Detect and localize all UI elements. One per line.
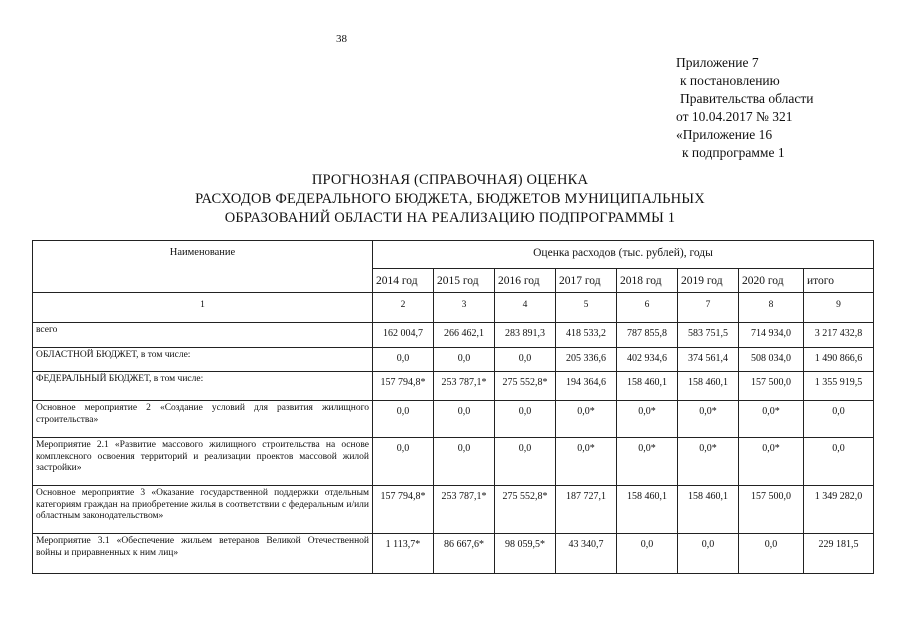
column-number: 7 — [678, 293, 739, 323]
title-line: РАСХОДОВ ФЕДЕРАЛЬНОГО БЮДЖЕТА, БЮДЖЕТОВ МУНИЦИПАЛЬНЫХ — [195, 191, 705, 207]
appendix-line: к постановлению — [680, 73, 780, 88]
row-value: 0,0 — [495, 348, 556, 372]
row-value: 787 855,8 — [617, 323, 678, 348]
year-header: 2015 год — [434, 269, 495, 293]
row-value: 253 787,1* — [434, 372, 495, 401]
row-value: 508 034,0 — [739, 348, 804, 372]
row-value: 0,0* — [739, 438, 804, 486]
column-number: 4 — [495, 293, 556, 323]
column-number: 8 — [739, 293, 804, 323]
row-value: 98 059,5* — [495, 534, 556, 574]
appendix-line: «Приложение 16 — [676, 127, 773, 142]
row-value: 0,0 — [373, 401, 434, 438]
row-value: 0,0* — [739, 401, 804, 438]
row-value: 0,0 — [617, 534, 678, 574]
appendix-line: от 10.04.2017 № 321 — [676, 109, 793, 124]
row-value: 583 751,5 — [678, 323, 739, 348]
row-value: 0,0* — [556, 438, 617, 486]
row-value: 0,0 — [434, 438, 495, 486]
row-name: всего — [33, 323, 373, 348]
row-value: 0,0* — [556, 401, 617, 438]
row-value: 0,0 — [434, 401, 495, 438]
table-row — [33, 486, 874, 534]
row-value: 162 004,7 — [373, 323, 434, 348]
row-value: 253 787,1* — [434, 486, 495, 534]
row-value: 1 113,7* — [373, 534, 434, 574]
row-value: 0,0 — [739, 534, 804, 574]
appendix-line: Правительства области — [680, 91, 814, 106]
expense-group-header: Оценка расходов (тыс. рублей), годы — [373, 241, 874, 269]
total-header: итого — [804, 269, 874, 293]
row-value: 194 364,6 — [556, 372, 617, 401]
page-number: 38 — [336, 33, 347, 45]
column-number: 9 — [804, 293, 874, 323]
budget-table — [32, 240, 874, 574]
table-row — [33, 534, 874, 574]
appendix-line: Приложение 7 — [676, 55, 759, 70]
column-number-row — [33, 293, 874, 323]
row-value: 0,0 — [678, 534, 739, 574]
column-number: 2 — [373, 293, 434, 323]
year-header: 2020 год — [739, 269, 804, 293]
row-value: 43 340,7 — [556, 534, 617, 574]
row-name: ФЕДЕРАЛЬНЫЙ БЮДЖЕТ, в том числе: — [33, 372, 373, 401]
row-value: 402 934,6 — [617, 348, 678, 372]
title-line: ПРОГНОЗНАЯ (СПРАВОЧНАЯ) ОЦЕНКА — [311, 172, 589, 188]
row-value: 266 462,1 — [434, 323, 495, 348]
row-value: 0,0 — [373, 438, 434, 486]
row-value: 157 794,8* — [373, 372, 434, 401]
row-total: 3 217 432,8 — [804, 323, 874, 348]
row-value: 158 460,1 — [678, 486, 739, 534]
row-value: 374 561,4 — [678, 348, 739, 372]
year-header: 2019 год — [678, 269, 739, 293]
row-value: 0,0* — [617, 401, 678, 438]
year-header: 2018 год — [617, 269, 678, 293]
row-value: 0,0 — [373, 348, 434, 372]
column-number: 3 — [434, 293, 495, 323]
row-value: 157 500,0 — [739, 372, 804, 401]
row-value: 0,0 — [434, 348, 495, 372]
row-value: 0,0* — [678, 401, 739, 438]
row-value: 86 667,6* — [434, 534, 495, 574]
row-value: 158 460,1 — [678, 372, 739, 401]
title-line: ОБРАЗОВАНИЙ ОБЛАСТИ НА РЕАЛИЗАЦИЮ ПОДПРОГРАММЫ 1 — [224, 210, 676, 226]
column-number: 1 — [33, 293, 373, 323]
row-value: 275 552,8* — [495, 486, 556, 534]
appendix-line: к подпрограмме 1 — [682, 145, 785, 160]
row-value: 275 552,8* — [495, 372, 556, 401]
row-name: Мероприятие 2.1 «Развитие массового жилищного строительства на основе комплексного освоения территорий и реализации проектов массовой жилой застройки» — [33, 438, 373, 486]
year-header: 2014 год — [373, 269, 434, 293]
row-value: 418 533,2 — [556, 323, 617, 348]
table-row — [33, 323, 874, 348]
row-value: 187 727,1 — [556, 486, 617, 534]
row-name: Основное мероприятие 3 «Оказание государственной поддержки отдельным категориям граждан на приобретение жилья в соответствии с федеральным и/или областным законодательством» — [33, 486, 373, 534]
row-value: 0,0 — [495, 401, 556, 438]
row-value: 0,0 — [495, 438, 556, 486]
appendix-reference — [676, 54, 813, 162]
row-value: 0,0* — [617, 438, 678, 486]
name-column-header: Наименование — [33, 241, 373, 293]
row-total: 0,0 — [804, 401, 874, 438]
table-row — [33, 401, 874, 438]
row-total: 0,0 — [804, 438, 874, 486]
column-number: 6 — [617, 293, 678, 323]
document-title — [130, 171, 770, 228]
column-number: 5 — [556, 293, 617, 323]
table-row — [33, 438, 874, 486]
header-row — [33, 241, 874, 269]
row-value: 158 460,1 — [617, 372, 678, 401]
row-total: 1 490 866,6 — [804, 348, 874, 372]
row-total: 229 181,5 — [804, 534, 874, 574]
row-value: 205 336,6 — [556, 348, 617, 372]
row-value: 283 891,3 — [495, 323, 556, 348]
row-value: 0,0* — [678, 438, 739, 486]
row-name: Мероприятие 3.1 «Обеспечение жильем ветеранов Великой Отечественной войны и приравненных к ним лиц» — [33, 534, 373, 574]
row-name: Основное мероприятие 2 «Создание условий для развития жилищного строительства» — [33, 401, 373, 438]
row-value: 157 794,8* — [373, 486, 434, 534]
row-name: ОБЛАСТНОЙ БЮДЖЕТ, в том числе: — [33, 348, 373, 372]
row-total: 1 355 919,5 — [804, 372, 874, 401]
row-value: 158 460,1 — [617, 486, 678, 534]
row-total: 1 349 282,0 — [804, 486, 874, 534]
table-row — [33, 348, 874, 372]
table-row — [33, 372, 874, 401]
row-value: 157 500,0 — [739, 486, 804, 534]
row-value: 714 934,0 — [739, 323, 804, 348]
year-header: 2017 год — [556, 269, 617, 293]
year-header: 2016 год — [495, 269, 556, 293]
